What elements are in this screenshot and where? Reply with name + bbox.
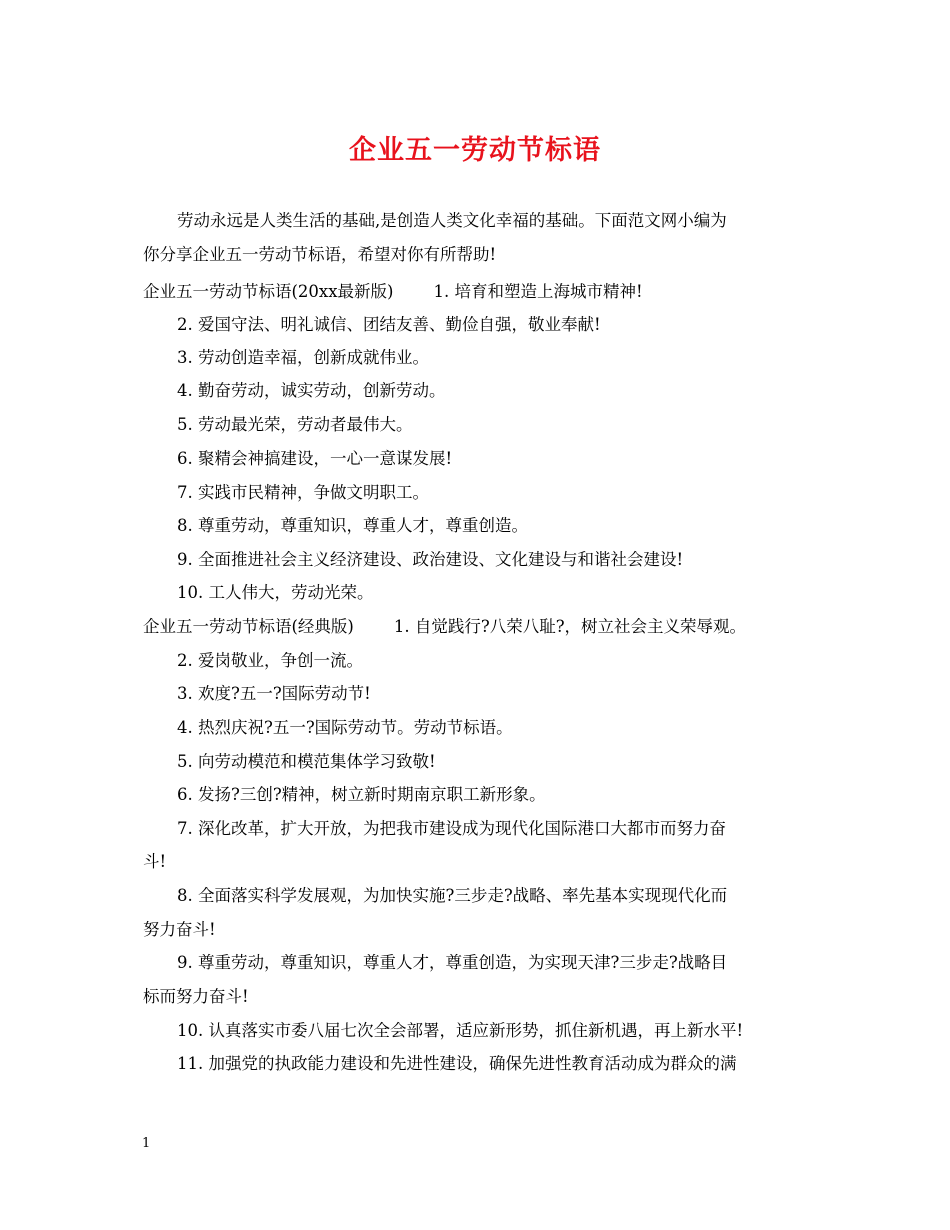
- list-item: 11. 加强党的执政能力建设和先进性建设，确保先进性教育活动成为群众的满: [177, 1054, 737, 1073]
- list-item-continuation: 斗!: [143, 852, 167, 871]
- list-item: 10. 工人伟大，劳动光荣。: [177, 583, 374, 602]
- list-item: 5. 劳动最光荣，劳动者最伟大。: [177, 415, 413, 434]
- list-item: 2. 爱国守法、明礼诚信、团结友善、勤俭自强，敬业奉献!: [177, 315, 601, 334]
- list-item: 6. 发扬?三创?精神，树立新时期南京职工新形象。: [177, 785, 546, 804]
- list-item: 4. 热烈庆祝?五一?国际劳动节。劳动节标语。: [177, 718, 513, 737]
- list-item: 3. 劳动创造幸福，创新成就伟业。: [177, 348, 429, 367]
- page-number: 1: [142, 1136, 151, 1151]
- list-item: 4. 勤奋劳动，诚实劳动，创新劳动。: [177, 381, 446, 400]
- list-item: 9. 全面推进社会主义经济建设、政治建设、文化建设与和谐社会建设!: [177, 550, 684, 569]
- list-item: 8. 全面落实科学发展观，为加快实施?三步走?战略、率先基本实现现代化而: [177, 886, 728, 905]
- section2-heading: 企业五一劳动节标语(经典版): [143, 617, 354, 636]
- list-item: 2. 爱岗敬业，争创一流。: [177, 651, 363, 670]
- list-item: 5. 向劳动模范和模范集体学习致敬!: [177, 752, 436, 771]
- list-item: 7. 深化改革，扩大开放，为把我市建设成为现代化国际港口大都市而努力奋: [177, 819, 726, 838]
- list-item-continuation: 努力奋斗!: [143, 920, 216, 939]
- list-item: 8. 尊重劳动，尊重知识，尊重人才，尊重创造。: [177, 516, 528, 535]
- list-item: 3. 欢度?五一?国际劳动节!: [177, 684, 371, 703]
- section1-heading-line: [143, 281, 643, 303]
- list-item: 9. 尊重劳动，尊重知识，尊重人才，尊重创造，为实现天津?三步走?战略目: [177, 953, 728, 972]
- list-item: 6. 聚精会神搞建设，一心一意谋发展!: [177, 449, 453, 468]
- section1-heading: 企业五一劳动节标语(20xx最新版): [143, 282, 394, 301]
- page-title: 企业五一劳动节标语: [349, 135, 601, 166]
- list-item: 1. 培育和塑造上海城市精神!: [433, 282, 643, 301]
- list-item-continuation: 标而努力奋斗!: [143, 987, 249, 1006]
- list-item: 1. 自觉践行?八荣八耻?，树立社会主义荣辱观。: [393, 617, 747, 636]
- section2-heading-line: [143, 616, 746, 638]
- list-item: 7. 实践市民精神，争做文明职工。: [177, 483, 429, 502]
- intro-line-1: 劳动永远是人类生活的基础,是创造人类文化幸福的基础。下面范文网小编为: [177, 211, 727, 230]
- list-item: 10. 认真落实市委八届七次全会部署，适应新形势，抓住新机遇，再上新水平!: [177, 1021, 744, 1040]
- intro-line-2: 你分享企业五一劳动节标语，希望对你有所帮助!: [143, 245, 497, 264]
